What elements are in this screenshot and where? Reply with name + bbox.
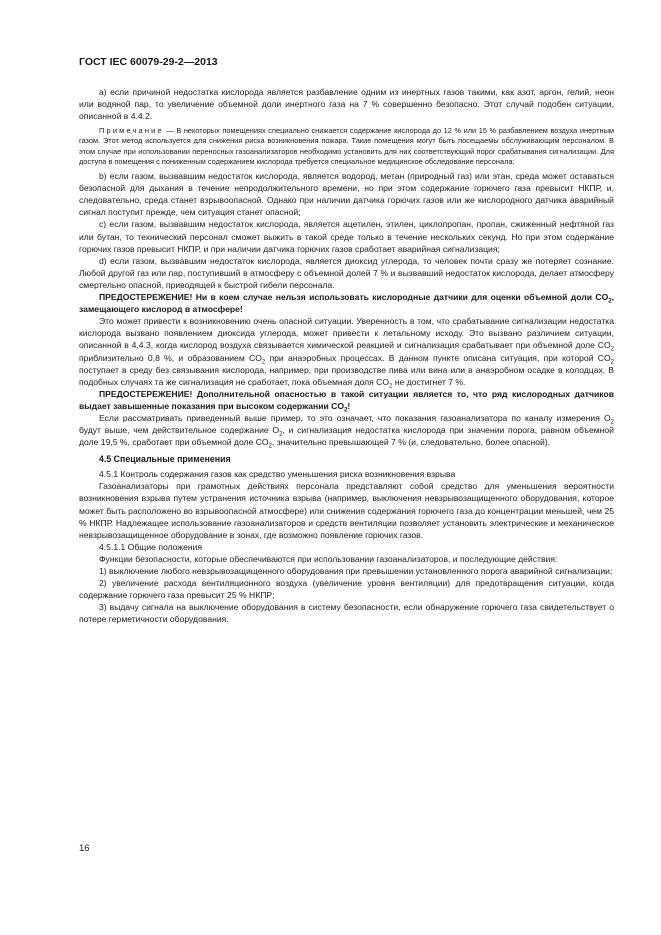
document-page xyxy=(79,56,614,625)
note-label: Примечание xyxy=(99,126,164,136)
example-paragraph: Если рассматривать приведенный выше пример, то это означает, что показания газоанализатора по каналу измерения $O_2$ будут выше, чем действительное содержание $O_2$, и сигнализация недостатка кислорода при значении порога, равном объемной доле 19,5 %, сработает при объемной доле $CO_2$, значительно превышающей 7 % (и, следовательно, более опасной). xyxy=(79,412,614,450)
item-c: с) если газом, вызвавшим недостаток кислорода, является ацетилен, этилен, циклопропан, пропан, сжиженный нефтяной газ или бутан, то технический персонал сможет выжить в такой среде только в течение нескольких секунд. Но при этом содержание горючих газов превысит НКПР, и при наличии датчика горючих газов сработает аварийная сигнализация; xyxy=(79,219,614,254)
note xyxy=(79,126,614,167)
note-text: — В некоторых помещениях специально снижается содержание кислорода до 12 % или 15 % разбавлением воздуха инертным газом. Этот метод используется для снижения риска возникновения пожара. Такие помещения могут быть посещаемы обслуживающим персоналом. В этом случае при использовании переносных газоанализаторов необходимо установить для них соответствующий порог срабатывания сигнализации. Для доступа в помещения с пониженным содержанием кислорода требуется специальное медицинское обследование персонала; xyxy=(79,126,614,166)
item-d: d) если газом, вызвавшим недостаток кислорода, является диоксид углерода, то человек почти сразу же потеряет сознание. Любой другой газ или пар, поступивший в атмосферу с объемной долей 7 % и вызвавший недостаток кислорода, делает атмосферу смертельно опасной, приводящей к быстрой гибели персонала. xyxy=(79,255,614,290)
section-heading-4-5: 4.5 Специальные применения xyxy=(99,454,231,465)
subsection-4-5-1-1: 4.5.1.1 Общие положения xyxy=(99,541,203,552)
list-item-3: 3) выдачу сигнала на выключение оборудования в систему безопасности, если обнаружение горючего газа свидетельствует о потере герметичности оборудования. xyxy=(79,602,614,625)
list-item-2: 2) увеличение расхода вентиляционного воздуха (увеличение уровня вентиляции) для предотвращения ситуации, когда содержание горючего газа превысит 25 % НКПР; xyxy=(79,578,614,601)
subsection-4-5-1-1-text: Функции безопасности, которые обеспечиваются при использовании газоанализаторов, и последующие действия: xyxy=(99,553,558,564)
list-item-1: 1) выключение любого невзрывозащищенного оборудования при превышении установленного порога аварийной сигнализации; xyxy=(99,566,613,576)
document-header: ГОСТ IEC 60079-29-2—2013 xyxy=(79,56,218,68)
warning-2: ПРЕДОСТЕРЕЖЕНИЕ! Дополнительной опасностью в такой ситуации является то, что ряд кислородных датчиков выдает завышенные показания при высоком содержании $CO_2$! xyxy=(79,388,614,414)
page-number: 16 xyxy=(79,843,90,854)
subsection-4-5-1-text: Газоанализаторы при грамотных действиях персонала представляют собой средство для уменьшения вероятности возникновения взрыва путем устранения источника взрыва (например, выключения невзрывозащищенного оборудования, которое может быть расположено во взрывоопасной атмосфере) или снижения содержания горючего газа до концентрации меньшей, чем 25 % НКПР. Надлежащее использование газоанализаторов и средств вентиляции позволяет установить электрические и механическое невзрывозащищенное оборудование в зонах, где возможно появление горючих газов. xyxy=(79,481,614,540)
item-a: а) если причиной недостатка кислорода является разбавление одним из инертных газов такими, как азот, аргон, гелий, неон или водяной пар, то увеличение объемной доли инертного газа на 7 % совершенно безопасно. Этот случай подобен ситуации, описанной в 4.4.2. xyxy=(79,87,614,122)
warning-1: ПРЕДОСТЕРЕЖЕНИЕ! Ни в коем случае нельзя использовать кислородные датчики для оценки объемной доли $CO_2$, замещающего кислород в атмосфере! xyxy=(79,292,614,315)
explanation-paragraph: Это может привести к возникновению очень опасной ситуации. Уверенность в том, что срабатывание сигнализации недостатка кислорода вызвано появлением диоксида углерода, может привести к летальному исходу. Это вызвано различием ситуации, описанной в 4.4.3, когда кислород воздуха связывается химической реакцией и сигнализация срабатывает при объемной доле $CO_2$ приблизительно 0,8 %, и образованием $CO_2$ при анаэробных процессах. В данном пункте описана ситуация, при которой $CO_2$ поступает в среду без связывания кислорода, например, при производстве пива или вина или в анаэробном осадке в колодцах. В подобных случаях та же сигнализация не сработает, пока объемная доля $CO_2$ не достигнет 7 %. xyxy=(79,316,614,390)
item-b: b) если газом, вызвавшим недостаток кислорода, является водород, метан (природный газ) или этан, среда может оставаться безопасной для дыхания в течение непродолжительного времени, но при этом содержание горючего газа превысит НКПР, и, следовательно, среда станет взрывоопасной. Однако при наличии датчика горючих газов или же кислородного датчика аварийный сигнал поступит прежде, чем ситуация станет опасной; xyxy=(79,171,614,218)
subsection-4-5-1: 4.5.1 Контроль содержания газов как средство уменьшения риска возникновения взрыва xyxy=(99,469,456,480)
